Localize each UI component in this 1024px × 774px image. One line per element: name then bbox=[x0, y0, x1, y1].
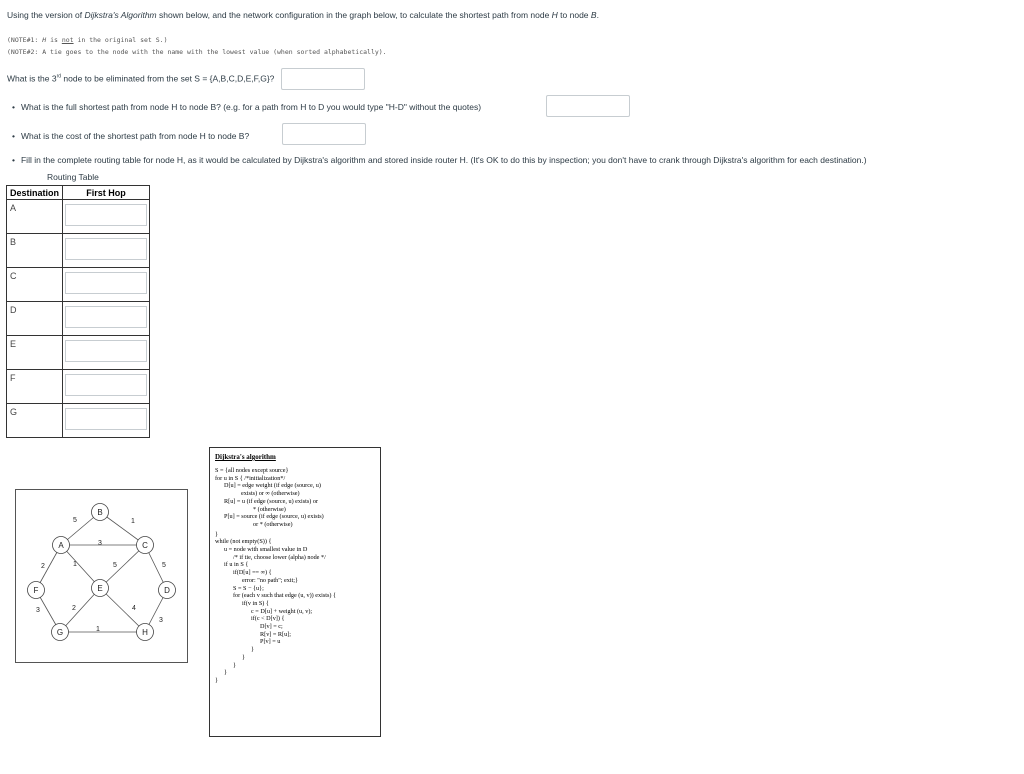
algorithm-line: } bbox=[215, 676, 218, 684]
routing-table bbox=[6, 185, 150, 438]
question-intro bbox=[7, 10, 599, 20]
q1-superscript: rd bbox=[56, 73, 62, 80]
network-graph-svg bbox=[16, 490, 187, 662]
first-hop-header: First Hop bbox=[63, 186, 150, 200]
intro-text-3: to node bbox=[557, 10, 591, 20]
first-hop-input-g[interactable] bbox=[65, 408, 147, 430]
algorithm-line: exists) or ∞ (otherwise) bbox=[241, 490, 300, 498]
weight-a-f: 2 bbox=[41, 563, 45, 570]
algorithm-line: } bbox=[224, 669, 227, 677]
destination-label: A bbox=[7, 200, 63, 234]
weight-f-g: 3 bbox=[36, 607, 40, 614]
weight-e-h: 4 bbox=[132, 605, 136, 612]
note1-text-2: is bbox=[46, 36, 62, 44]
question-third-node bbox=[7, 68, 365, 90]
intro-text: Using the version of bbox=[7, 10, 85, 20]
weight-e-g: 2 bbox=[72, 605, 76, 612]
routing-table-header bbox=[7, 186, 150, 200]
bullet-shortest-path bbox=[12, 102, 481, 112]
algorithm-line: D[u] = edge weight (if edge (source, u) bbox=[224, 482, 321, 490]
note1-text-3: in the original set S.) bbox=[73, 36, 168, 44]
cost-answer-input[interactable] bbox=[282, 123, 366, 145]
algorithm-line: R[v] = R[u]; bbox=[260, 630, 291, 638]
first-hop-cell bbox=[63, 404, 150, 438]
destination-label: C bbox=[7, 268, 63, 302]
table-row bbox=[7, 302, 150, 336]
note1-node-h: H bbox=[42, 36, 47, 44]
first-hop-cell bbox=[63, 336, 150, 370]
bullet-dot: • bbox=[12, 102, 15, 112]
algorithm-line: for (each v such that edge (u, v)) exists) { bbox=[233, 592, 336, 600]
edge-e-c bbox=[100, 545, 145, 588]
third-node-answer-input[interactable] bbox=[281, 68, 365, 90]
algorithm-line: if u in S { bbox=[224, 561, 249, 569]
network-graph bbox=[15, 489, 188, 663]
table-row bbox=[7, 268, 150, 302]
algorithm-line: } bbox=[242, 653, 245, 661]
algorithm-box bbox=[209, 447, 381, 737]
graph-node-labels bbox=[34, 508, 171, 637]
weight-c-d: 5 bbox=[162, 562, 166, 569]
intro-period: . bbox=[596, 10, 599, 20]
first-hop-cell bbox=[63, 268, 150, 302]
algorithm-line: if(v in S) { bbox=[242, 599, 269, 607]
algorithm-line: } bbox=[233, 661, 236, 669]
algorithm-line: for u in S { /*initialization*/ bbox=[215, 474, 286, 482]
algorithm-line: S = S − {u}; bbox=[233, 584, 264, 592]
note1-text: (NOTE#1: bbox=[7, 36, 43, 44]
table-row bbox=[7, 404, 150, 438]
routing-table-question: Fill in the complete routing table for node H, as it would be calculated by Dijkstra's algorithm and stored inside router H. (It's OK to do this by inspection; you don't have to crank through Dijkstra's algorithm for each destination.) bbox=[20, 155, 867, 165]
algorithm-line: while (not empty(S)) { bbox=[215, 538, 272, 546]
bullet-dot: • bbox=[12, 131, 15, 141]
routing-table-caption: Routing Table bbox=[47, 172, 99, 182]
algorithm-line: R[u] = u (if edge (source, u) exists) or bbox=[224, 497, 319, 505]
bullet-cost bbox=[12, 131, 249, 141]
node-h-label: H bbox=[142, 628, 148, 637]
algorithm-line: S = {all nodes except source} bbox=[215, 467, 289, 474]
node-f-label: F bbox=[33, 586, 39, 595]
q1-text: What is the 3 bbox=[7, 73, 57, 84]
node-g-label: G bbox=[56, 628, 64, 637]
algorithm-line: if(D[u] == ∞) { bbox=[233, 569, 272, 577]
weight-a-e: 1 bbox=[73, 561, 77, 568]
first-hop-input-e[interactable] bbox=[65, 340, 147, 362]
algorithm-line: if(c < D[v]) { bbox=[251, 615, 285, 623]
table-row bbox=[7, 336, 150, 370]
bullet-routing-table bbox=[12, 155, 867, 165]
algorithm-line: c = D[u] + weight (u, v); bbox=[251, 607, 313, 615]
algorithm-line: error: "no path"; exit;} bbox=[242, 576, 298, 584]
graph-edges bbox=[33, 512, 167, 632]
first-hop-input-a[interactable] bbox=[65, 204, 147, 226]
first-hop-input-c[interactable] bbox=[65, 272, 147, 294]
destination-label: F bbox=[7, 370, 63, 404]
bullet-dot: • bbox=[12, 155, 15, 165]
intro-text-2: shown below, and the network configuration in the graph below, to calculate the shortest path from node bbox=[156, 10, 552, 20]
first-hop-cell bbox=[63, 302, 150, 336]
node-a-label: A bbox=[58, 541, 64, 550]
graph-edge-weights bbox=[33, 517, 166, 633]
first-hop-input-d[interactable] bbox=[65, 306, 147, 328]
first-hop-cell bbox=[63, 370, 150, 404]
first-hop-cell bbox=[63, 234, 150, 268]
intro-algorithm-name: Dijkstra's Algorithm bbox=[84, 10, 157, 20]
table-row bbox=[7, 370, 150, 404]
first-hop-input-f[interactable] bbox=[65, 374, 147, 396]
algorithm-line: D[v] = c; bbox=[260, 623, 283, 631]
shortest-path-question: What is the full shortest path from node H to node B? (e.g. for a path from H to D you would type "H-D" without the quotes) bbox=[20, 102, 482, 112]
destination-header: Destination bbox=[7, 186, 63, 200]
destination-label: E bbox=[7, 336, 63, 370]
algorithm-line: * (otherwise) bbox=[253, 505, 286, 513]
weight-g-h: 1 bbox=[96, 626, 100, 633]
algorithm-line: P[v] = u bbox=[260, 638, 281, 646]
intro-node-b: B bbox=[590, 10, 597, 20]
weight-a-c: 3 bbox=[98, 540, 102, 547]
graph-node-circles bbox=[28, 504, 176, 641]
destination-label: D bbox=[7, 302, 63, 336]
node-d-label: D bbox=[164, 586, 170, 595]
edge-e-h bbox=[100, 588, 145, 632]
destination-label: G bbox=[7, 404, 63, 438]
edge-e-g bbox=[60, 588, 100, 632]
cost-question: What is the cost of the shortest path from node H to node B? bbox=[20, 131, 250, 141]
algorithm-line: P[u] = source (if edge (source, u) exists) bbox=[224, 513, 324, 521]
weight-a-b: 5 bbox=[73, 517, 77, 524]
weight-b-c: 1 bbox=[131, 518, 135, 525]
destination-label: B bbox=[7, 234, 63, 268]
weight-e-c: 5 bbox=[113, 562, 117, 569]
table-row bbox=[7, 200, 150, 234]
algorithm-line: or * (otherwise) bbox=[253, 520, 293, 528]
algorithm-line: u = node with smallest value in D bbox=[224, 546, 308, 554]
node-b-label: B bbox=[97, 508, 103, 517]
shortest-path-answer-input[interactable] bbox=[546, 95, 630, 117]
note-2: (NOTE#2: A tie goes to the node with the name with the lowest value (when sorted alphabetically). bbox=[7, 48, 387, 56]
algorithm-line: } bbox=[251, 646, 254, 654]
q1-text-2: node to be eliminated from the set S = {A,B,C,D,E,F,G}? bbox=[61, 73, 275, 84]
algorithm-title: Dijkstra's algorithm bbox=[215, 453, 276, 461]
algorithm-line: } bbox=[215, 530, 218, 538]
first-hop-input-b[interactable] bbox=[65, 238, 147, 260]
algorithm-line: /* if tie, choose lower (alpha) node */ bbox=[233, 553, 326, 561]
note-1 bbox=[7, 36, 167, 44]
first-hop-cell bbox=[63, 200, 150, 234]
intro-node-h: H bbox=[551, 10, 558, 20]
node-c-label: C bbox=[142, 541, 148, 550]
note1-not: not bbox=[61, 36, 74, 44]
weight-d-h: 3 bbox=[159, 617, 163, 624]
node-e-label: E bbox=[97, 584, 103, 593]
table-row bbox=[7, 234, 150, 268]
